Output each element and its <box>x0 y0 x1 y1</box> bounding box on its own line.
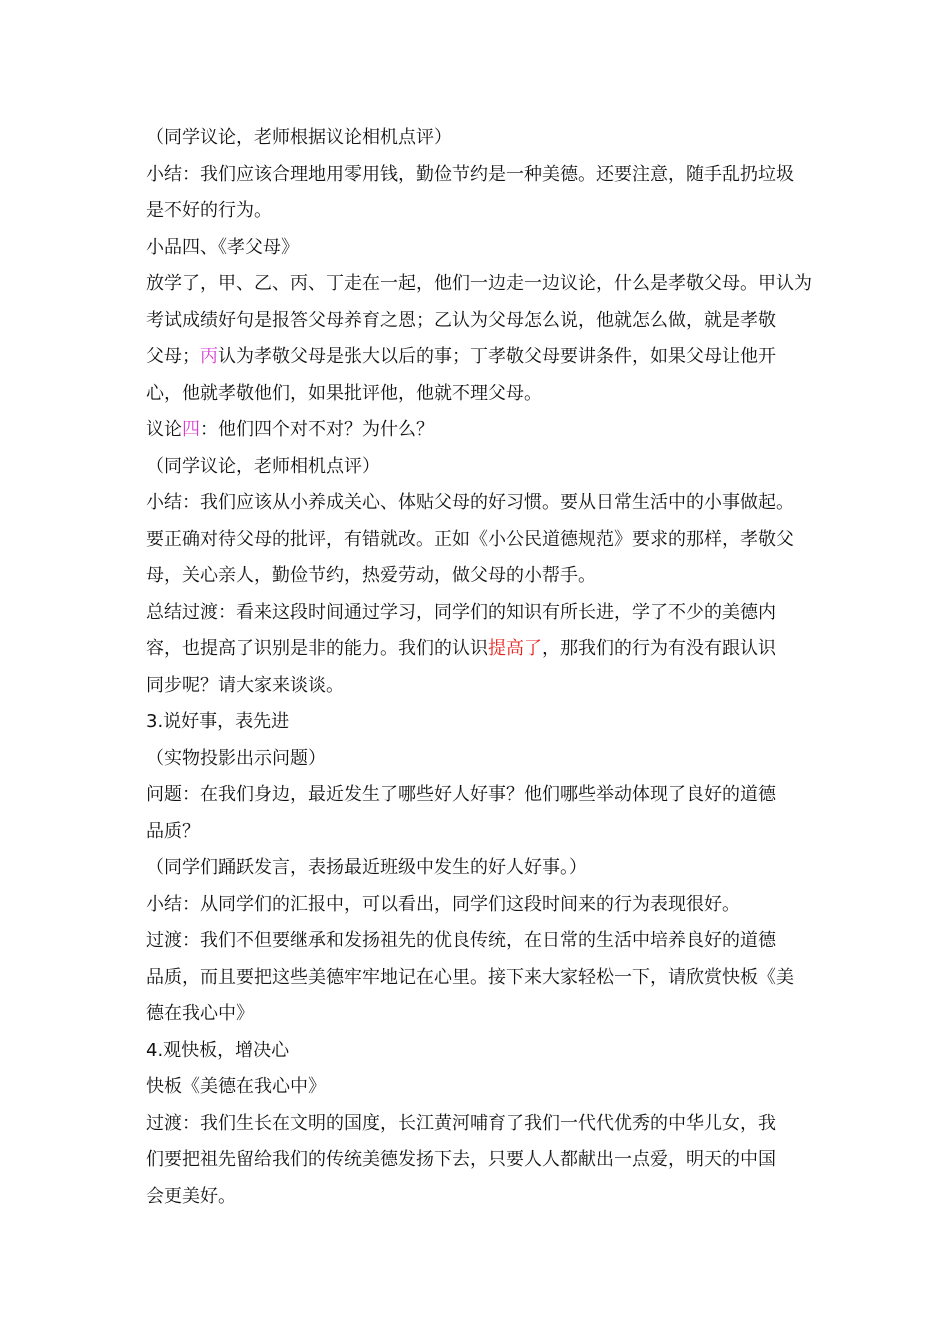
text-span: 容，也提高了识别是非的能力。我们的认识 <box>146 638 488 659</box>
document-page <box>146 120 816 1215</box>
text-line: 们要把祖先留给我们的传统美德发扬下去，只要人人都献出一点爱，明天的中国 <box>146 1149 776 1170</box>
text-line: 会更美好。 <box>146 1185 236 1207</box>
text-line <box>146 412 816 449</box>
text-line: 同步呢？请大家来谈谈。 <box>146 674 344 696</box>
text-line <box>146 339 816 376</box>
text-line: 要正确对待父母的批评，有错就改。正如《小公民道德规范》要求的那样，孝敬父 <box>146 528 794 550</box>
text-line: 总结过渡：看来这段时间通过学习，同学们的知识有所长进，学了不少的美德内 <box>146 601 776 623</box>
text-span: ：他们四个对不对？为什么？ <box>200 419 434 440</box>
text-line: 放学了，甲、乙、丙、丁走在一起，他们一边走一边议论，什么是孝敬父母。甲认为 <box>146 273 812 294</box>
text-line: （同学议论，老师相机点评） <box>146 455 380 477</box>
text-line: 母，关心亲人，勤俭节约，热爱劳动，做父母的小帮手。 <box>146 565 596 586</box>
text-line: 品质，而且要把这些美德牢牢地记在心里。接下来大家轻松一下，请欣赏快板《美 <box>146 966 794 988</box>
text-line: 品质？ <box>146 820 200 842</box>
text-line <box>146 631 816 668</box>
text-line: 小结：我们应该合理地用零用钱，勤俭节约是一种美德。还要注意，随手乱扔垃圾 <box>146 163 794 185</box>
text-line: 快板《美德在我心中》 <box>146 1076 326 1097</box>
text-line: 心，他就孝敬他们，如果批评他，他就不理父母。 <box>146 382 542 404</box>
text-line: （实物投影出示问题） <box>146 747 326 769</box>
text-line: 考试成绩好句是报答父母养育之恩；乙认为父母怎么说，他就怎么做，就是孝敬 <box>146 309 776 331</box>
text-line: （同学们踊跃发言，表扬最近班级中发生的好人好事。） <box>146 857 587 878</box>
text-line: 是不好的行为。 <box>146 200 272 221</box>
text-line: （同学议论，老师根据议论相机点评） <box>146 127 452 148</box>
text-span: 议论 <box>146 419 182 440</box>
section-heading: 3.说好事，表先进 <box>146 711 290 732</box>
highlighted-text: 提高了 <box>488 638 542 659</box>
section-heading: 小品四、《孝父母》 <box>146 236 299 258</box>
text-line: 德在我心中》 <box>146 1003 254 1024</box>
section-heading: 4.观快板，增决心 <box>146 1039 290 1061</box>
text-line: 小结：我们应该从小养成关心、体贴父母的好习惯。要从日常生活中的小事做起。 <box>146 492 794 513</box>
highlighted-text: 四 <box>182 419 200 440</box>
text-span: 认为孝敬父母是张大以后的事；丁孝敬父母要讲条件，如果父母让他开 <box>218 346 776 367</box>
text-line: 小结：从同学们的汇报中，可以看出，同学们这段时间来的行为表现很好。 <box>146 893 740 915</box>
text-line: 过渡：我们生长在文明的国度，长江黄河哺育了我们一代代优秀的中华儿女，我 <box>146 1112 776 1134</box>
text-line: 问题：在我们身边，最近发生了哪些好人好事？他们哪些举动体现了良好的道德 <box>146 784 776 805</box>
highlighted-text: 丙 <box>200 346 218 367</box>
text-line: 过渡：我们不但要继承和发扬祖先的优良传统，在日常的生活中培养良好的道德 <box>146 930 776 951</box>
text-span: ，那我们的行为有没有跟认识 <box>542 638 776 659</box>
text-span: 父母； <box>146 346 200 367</box>
